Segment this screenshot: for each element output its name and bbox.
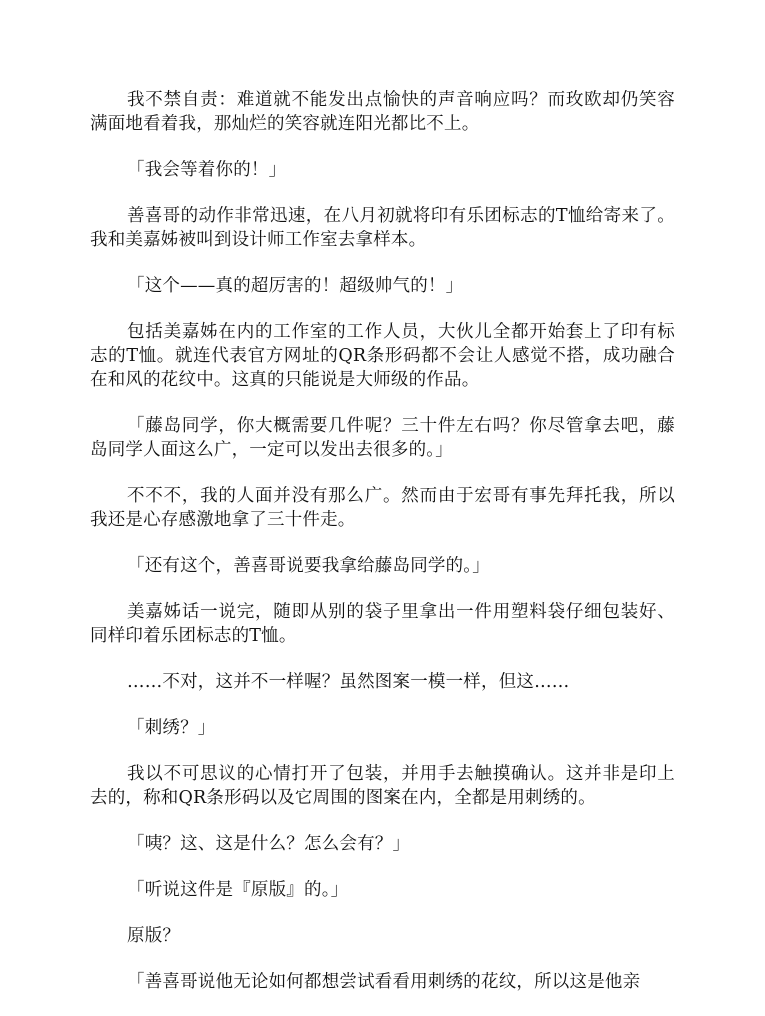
paragraph: 「咦？这、这是什么？怎么会有？」 [127, 834, 411, 854]
paragraph: 「这个——真的超厉害的！超级帅气的！」 [127, 276, 464, 296]
paragraph: 美嘉姊话一说完，随即从别的袋子里拿出一件用塑料袋仔细包装好、同样印着乐团标志的T恤。 [90, 602, 675, 646]
paragraph: 「善喜哥说他无论如何都想尝试看看用刺绣的花纹，所以这是他亲 [127, 972, 641, 992]
paragraph: 「听说这件是『原版』的。」 [127, 880, 349, 900]
paragraph: ……不对，这并不一样喔？虽然图案一模一样，但这…… [127, 672, 570, 692]
paragraph: 我以不可思议的心情打开了包装，并用手去触摸确认。这并非是印上去的，称和QR条形码以及它周围的图案在内，全都是用刺绣的。 [90, 764, 675, 808]
paragraph: 「还有这个，善喜哥说要我拿给藤岛同学的。」 [127, 556, 490, 576]
paragraph: 原版？ [127, 926, 181, 946]
paragraph: 善喜哥的动作非常迅速，在八月初就将印有乐团标志的T恤给寄来了。我和美嘉姊被叫到设计师工作室去拿样本。 [90, 206, 675, 250]
document-page [90, 88, 675, 1016]
paragraph: 「我会等着你的！」 [127, 160, 287, 180]
paragraph: 「刺绣？」 [127, 718, 216, 738]
paragraph: 不不不，我的人面并没有那么广。然而由于宏哥有事先拜托我，所以我还是心存感激地拿了三十件走。 [90, 486, 675, 530]
paragraph: 我不禁自责：难道就不能发出点愉快的声音响应吗？而玫欧却仍笑容满面地看着我，那灿烂的笑容就连阳光都比不上。 [90, 90, 675, 134]
paragraph: 包括美嘉姊在内的工作室的工作人员，大伙儿全都开始套上了印有标志的T恤。就连代表官方网址的QR条形码都不会让人感觉不搭，成功融合在和风的花纹中。这真的只能说是大师级的作品。 [90, 322, 675, 390]
paragraph: 「藤岛同学，你大概需要几件呢？三十件左右吗？你尽管拿去吧，藤岛同学人面这么广，一定可以发出去很多的。」 [90, 416, 675, 460]
